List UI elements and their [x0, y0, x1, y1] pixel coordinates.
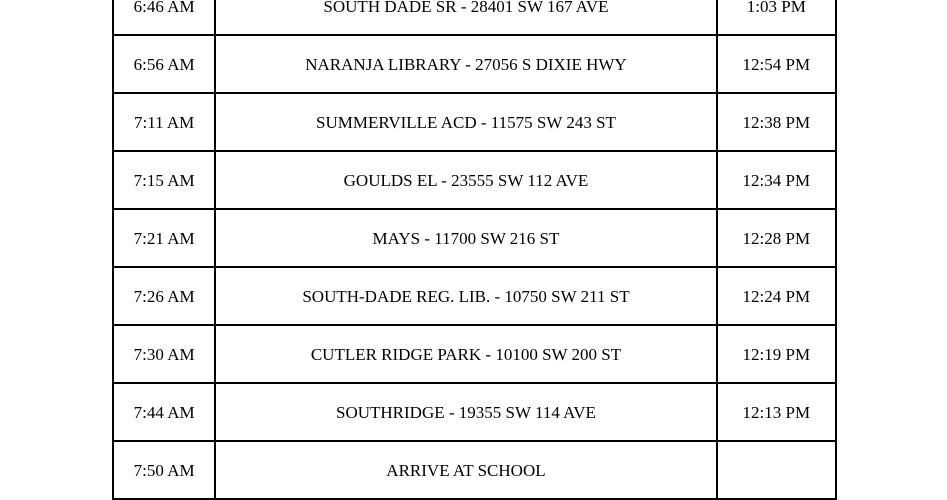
- return-time-cell: 12:13 PM: [717, 383, 836, 441]
- return-time-cell: 12:28 PM: [717, 209, 836, 267]
- stop-location-cell: ARRIVE AT SCHOOL: [215, 441, 716, 499]
- stop-location-cell: CUTLER RIDGE PARK - 10100 SW 200 ST: [215, 325, 716, 383]
- stop-location-cell: MAYS - 11700 SW 216 ST: [215, 209, 716, 267]
- return-time-cell: 12:34 PM: [717, 151, 836, 209]
- pickup-time-cell: 7:15 AM: [113, 151, 215, 209]
- return-time-cell: 12:38 PM: [717, 93, 836, 151]
- stop-location-cell: SOUTHRIDGE - 19355 SW 114 AVE: [215, 383, 716, 441]
- pickup-time-cell: 7:26 AM: [113, 267, 215, 325]
- pickup-time-cell: 6:46 AM: [113, 0, 215, 35]
- table-row: [113, 151, 836, 209]
- table-row: [113, 209, 836, 267]
- pickup-time-cell: 7:21 AM: [113, 209, 215, 267]
- table-row: [113, 441, 836, 499]
- table-row: [113, 267, 836, 325]
- stop-location-cell: SOUTH DADE SR - 28401 SW 167 AVE: [215, 0, 716, 35]
- return-time-cell: 12:54 PM: [717, 35, 836, 93]
- table-row: [113, 0, 836, 35]
- stop-location-cell: GOULDS EL - 23555 SW 112 AVE: [215, 151, 716, 209]
- pickup-time-cell: 7:50 AM: [113, 441, 215, 499]
- table-row: [113, 325, 836, 383]
- pickup-time-cell: 7:44 AM: [113, 383, 215, 441]
- stop-location-cell: NARANJA LIBRARY - 27056 S DIXIE HWY: [215, 35, 716, 93]
- stop-location-cell: SUMMERVILLE ACD - 11575 SW 243 ST: [215, 93, 716, 151]
- return-time-cell: 12:24 PM: [717, 267, 836, 325]
- bus-schedule-table: [112, 0, 837, 500]
- pickup-time-cell: 7:11 AM: [113, 93, 215, 151]
- stop-location-cell: SOUTH-DADE REG. LIB. - 10750 SW 211 ST: [215, 267, 716, 325]
- table-row: [113, 93, 836, 151]
- pickup-time-cell: 6:56 AM: [113, 35, 215, 93]
- return-time-cell: [717, 441, 836, 499]
- return-time-cell: 1:03 PM: [717, 0, 836, 35]
- pickup-time-cell: 7:30 AM: [113, 325, 215, 383]
- table-row: [113, 383, 836, 441]
- return-time-cell: 12:19 PM: [717, 325, 836, 383]
- table-row: [113, 35, 836, 93]
